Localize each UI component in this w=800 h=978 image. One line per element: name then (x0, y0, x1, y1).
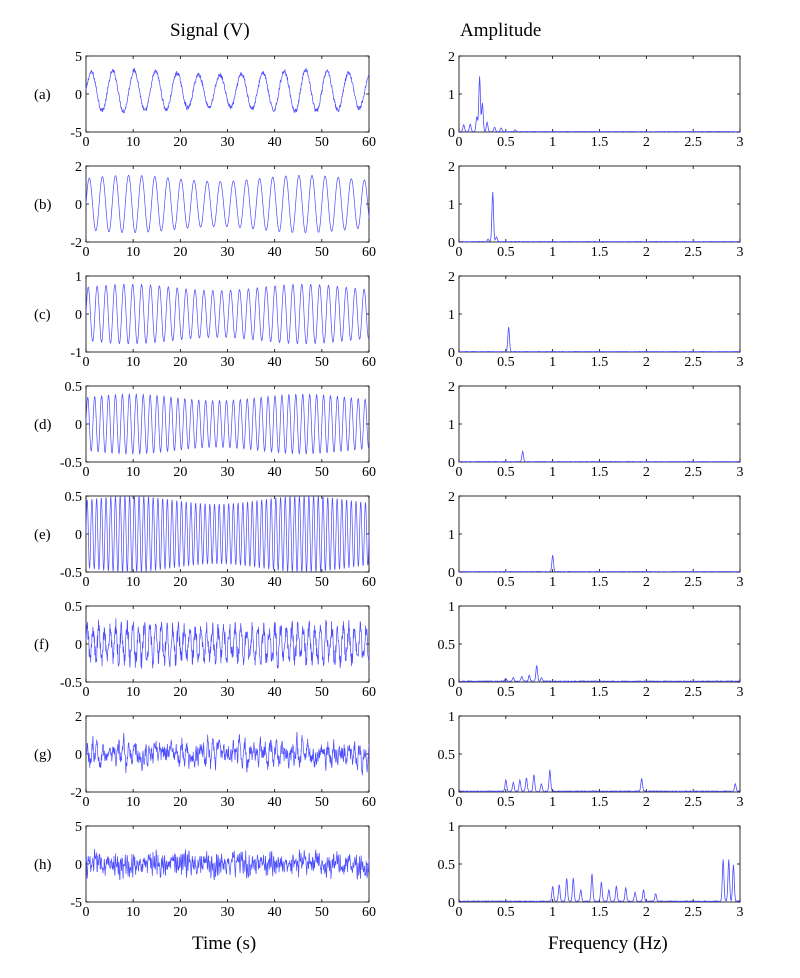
signal-panel-x-tick-label: 50 (314, 905, 329, 920)
spectrum-panel-x-tick-label: 0.5 (497, 355, 515, 370)
signal-panel-x-tick-label: 30 (220, 795, 235, 810)
signal-panel-x-tick-label: 40 (267, 245, 282, 260)
spectrum-panel-plot-frame (459, 386, 740, 462)
spectrum-panel-y-tick-label: 0 (448, 676, 455, 691)
signal-panel-x-tick-label: 0 (82, 135, 90, 150)
spectrum-panel-x-tick-label: 2 (642, 795, 650, 810)
signal-trace (86, 732, 369, 776)
spectrum-panel-x-tick-label: 0.5 (497, 465, 515, 480)
spectrum-panel-x-tick-label: 1.5 (590, 245, 609, 260)
spectrum-panel-x-tick-label: 1 (549, 245, 557, 260)
spectrum-panel-y-tick-label: 0 (448, 456, 455, 471)
signal-panel-x-tick-label: 50 (314, 795, 329, 810)
spectrum-panel-x-tick-label: 2 (642, 905, 650, 920)
spectrum-panel-x-tick-label: 2.5 (684, 135, 702, 150)
signal-panel-x-tick-label: 10 (126, 905, 141, 920)
signal-panel-x-tick-label: 60 (362, 245, 376, 260)
spectrum-panel-x-tick-label: 2 (642, 575, 650, 590)
signal-panel-x-tick-label: 20 (173, 245, 188, 260)
signal-panel-x-tick-label: 0 (82, 465, 90, 480)
spectrum-panel-x-tick-label: 1 (549, 905, 557, 920)
signal-panel-x-tick-label: 20 (173, 795, 188, 810)
signal-panel-x-tick-label: 20 (173, 135, 188, 150)
signal-panel-x-tick-label: 40 (267, 355, 282, 370)
signal-panel-x-tick-label: 30 (220, 465, 235, 480)
signal-panel-x-tick-label: 30 (220, 245, 235, 260)
spectrum-panel-x-tick-label: 0 (455, 135, 463, 150)
signal-panel-y-tick-label: 2 (75, 160, 82, 175)
spectrum-panel-x-tick-label: 2 (642, 355, 650, 370)
signal-trace (86, 284, 369, 343)
signal-panel-x-tick-label: 30 (220, 905, 235, 920)
spectrum-panel-y-tick-label: 0 (448, 346, 455, 361)
spectrum-panel-y-tick-label: 1 (448, 820, 455, 835)
spectrum-panel-x-tick-label: 0 (455, 575, 463, 590)
spectrum-panel-x-tick-label: 0 (455, 355, 463, 370)
spectrum-panel-x-tick-label: 1.5 (590, 355, 609, 370)
spectrum-panel-plot-frame (459, 496, 740, 572)
spectrum-panel-plot-frame (459, 826, 740, 902)
time-axis-title: Time (s) (192, 933, 257, 954)
row-label: (e) (34, 527, 51, 543)
spectrum-panel-x-tick-label: 0 (455, 905, 463, 920)
signal-panel-x-tick-label: 10 (126, 245, 141, 260)
amplitude-column-title: Amplitude (460, 20, 542, 41)
spectrum-panel-y-tick-label: 2 (448, 380, 455, 395)
row-label: (b) (34, 197, 52, 213)
signal-panel-y-tick-label: 2 (75, 710, 82, 725)
spectrum-panel-x-tick-label: 3 (736, 245, 744, 260)
signal-panel-x-tick-label: 50 (314, 685, 329, 700)
spectrum-panel-x-tick-label: 3 (736, 905, 744, 920)
signal-panel-x-tick-label: 30 (220, 575, 235, 590)
spectrum-panel-y-tick-label: 1 (448, 198, 455, 213)
signal-panel-x-tick-label: 60 (362, 355, 376, 370)
spectrum-panel-x-tick-label: 3 (736, 135, 744, 150)
spectrum-panel-x-tick-label: 2.5 (684, 905, 702, 920)
spectrum-panel-x-tick-label: 1 (549, 575, 557, 590)
signal-trace (86, 175, 369, 232)
signal-panel-x-tick-label: 30 (220, 135, 235, 150)
spectrum-panel-x-tick-label: 3 (736, 685, 744, 700)
spectrum-trace (459, 76, 740, 131)
signal-panel-y-tick-label: -1 (70, 346, 82, 361)
signal-panel-x-tick-label: 50 (314, 575, 329, 590)
spectrum-panel-x-tick-label: 3 (736, 465, 744, 480)
signal-panel-x-tick-label: 20 (173, 685, 188, 700)
signal-panel-y-tick-label: 0 (75, 748, 82, 763)
signal-trace (86, 618, 369, 668)
spectrum-panel-plot-frame (459, 716, 740, 792)
spectrum-panel-x-tick-label: 1.5 (590, 795, 609, 810)
signal-panel-y-tick-label: 0 (75, 308, 82, 323)
signal-panel-x-tick-label: 40 (267, 465, 282, 480)
spectrum-panel-x-tick-label: 2 (642, 245, 650, 260)
spectrum-panel-x-tick-label: 3 (736, 575, 744, 590)
signal-panel-y-tick-label: 0 (75, 638, 82, 653)
signal-panel-y-tick-label: 5 (75, 50, 82, 65)
signal-panel-y-tick-label: -2 (70, 786, 82, 801)
signal-panel-x-tick-label: 20 (173, 465, 188, 480)
spectrum-panel-plot-frame (459, 276, 740, 352)
signal-panel-x-tick-label: 40 (267, 905, 282, 920)
signal-panel-x-tick-label: 0 (82, 905, 90, 920)
signal-panel-x-tick-label: 50 (314, 465, 329, 480)
spectrum-trace (459, 770, 740, 792)
signal-panel-y-tick-label: 0.5 (64, 380, 82, 395)
signal-panel-x-tick-label: 10 (126, 465, 141, 480)
spectrum-panel-y-tick-label: 2 (448, 270, 455, 285)
row-label: (a) (34, 87, 51, 103)
signal-panel-y-tick-label: 0.5 (64, 490, 82, 505)
signal-panel-x-tick-label: 40 (267, 685, 282, 700)
signal-panel-y-tick-label: -0.5 (59, 456, 82, 471)
signal-trace (86, 849, 369, 880)
signal-panel-y-tick-label: -0.5 (59, 566, 82, 581)
signal-panel-y-tick-label: 5 (75, 820, 82, 835)
signal-panel-x-tick-label: 40 (267, 575, 282, 590)
spectrum-trace (459, 859, 740, 901)
spectrum-panel-x-tick-label: 1.5 (590, 465, 609, 480)
signal-panel-x-tick-label: 50 (314, 245, 329, 260)
row-label: (f) (34, 637, 49, 653)
spectrum-panel-x-tick-label: 0 (455, 795, 463, 810)
row-label: (d) (34, 417, 52, 433)
signal-panel-x-tick-label: 10 (126, 795, 141, 810)
signal-panel-y-tick-label: -0.5 (59, 676, 82, 691)
spectrum-panel-x-tick-label: 0.5 (497, 575, 515, 590)
spectrum-panel-y-tick-label: 2 (448, 160, 455, 175)
signal-panel-y-tick-label: 0 (75, 528, 82, 543)
spectrum-panel-x-tick-label: 1 (549, 465, 557, 480)
signal-panel-x-tick-label: 20 (173, 355, 188, 370)
spectrum-panel-x-tick-label: 0.5 (497, 795, 515, 810)
spectrum-panel-x-tick-label: 2.5 (684, 245, 702, 260)
signal-panel-x-tick-label: 10 (126, 355, 141, 370)
spectrum-panel-x-tick-label: 1 (549, 135, 557, 150)
signal-panel-x-tick-label: 10 (126, 135, 141, 150)
signal-panel-x-tick-label: 60 (362, 905, 376, 920)
spectrum-panel-x-tick-label: 0 (455, 245, 463, 260)
spectrum-panel-plot-frame (459, 56, 740, 132)
signal-panel-x-tick-label: 50 (314, 355, 329, 370)
spectrum-panel-x-tick-label: 3 (736, 795, 744, 810)
spectrum-panel-x-tick-label: 2.5 (684, 355, 702, 370)
spectrum-panel-y-tick-label: 0 (448, 896, 455, 911)
signal-panel-x-tick-label: 20 (173, 905, 188, 920)
signal-panel-x-tick-label: 0 (82, 795, 90, 810)
signal-panel-y-tick-label: 0 (75, 418, 82, 433)
signal-panel-plot-frame (86, 166, 369, 242)
spectrum-panel-x-tick-label: 2.5 (684, 575, 702, 590)
signal-panel-x-tick-label: 60 (362, 135, 376, 150)
spectrum-trace (459, 327, 740, 352)
spectrum-panel-x-tick-label: 1.5 (590, 685, 609, 700)
signal-trace (86, 68, 369, 113)
signal-panel-x-tick-label: 10 (126, 685, 141, 700)
spectrum-panel-x-tick-label: 1.5 (590, 575, 609, 590)
signal-panel-x-tick-label: 30 (220, 685, 235, 700)
signal-trace (86, 394, 369, 454)
signal-panel-y-tick-label: -2 (70, 236, 82, 251)
spectrum-panel-x-tick-label: 0 (455, 465, 463, 480)
spectrum-panel-y-tick-label: 0 (448, 126, 455, 141)
spectrum-panel-x-tick-label: 2 (642, 135, 650, 150)
signal-panel-y-tick-label: 0 (75, 88, 82, 103)
signal-panel-y-tick-label: 1 (75, 270, 82, 285)
signal-panel-x-tick-label: 60 (362, 795, 376, 810)
spectrum-panel-y-tick-label: 0 (448, 566, 455, 581)
signal-panel-y-tick-label: -5 (70, 126, 82, 141)
signal-column-title: Signal (V) (170, 20, 250, 41)
signal-panel-x-tick-label: 60 (362, 575, 376, 590)
signal-panel-x-tick-label: 20 (173, 575, 188, 590)
spectrum-panel-x-tick-label: 1 (549, 355, 557, 370)
signal-panel-x-tick-label: 40 (267, 135, 282, 150)
spectrum-panel-x-tick-label: 0.5 (497, 685, 515, 700)
spectrum-panel-y-tick-label: 0.5 (437, 638, 455, 653)
spectrum-trace (459, 192, 740, 242)
spectrum-panel-x-tick-label: 3 (736, 355, 744, 370)
spectrum-panel-y-tick-label: 1 (448, 528, 455, 543)
spectrum-panel-plot-frame (459, 606, 740, 682)
signal-panel-y-tick-label: 0 (75, 858, 82, 873)
spectrum-panel-y-tick-label: 0 (448, 236, 455, 251)
signal-panel-y-tick-label: -5 (70, 896, 82, 911)
spectrum-panel-x-tick-label: 0.5 (497, 135, 515, 150)
spectrum-panel-y-tick-label: 1 (448, 600, 455, 615)
signal-panel-y-tick-label: 0.5 (64, 600, 82, 615)
spectrum-panel-plot-frame (459, 166, 740, 242)
spectrum-panel-y-tick-label: 1 (448, 88, 455, 103)
spectrum-panel-y-tick-label: 1 (448, 308, 455, 323)
spectrum-panel-y-tick-label: 1 (448, 418, 455, 433)
spectrum-panel-x-tick-label: 1 (549, 795, 557, 810)
signal-panel-x-tick-label: 0 (82, 685, 90, 700)
spectrum-panel-y-tick-label: 2 (448, 490, 455, 505)
spectrum-panel-x-tick-label: 2 (642, 685, 650, 700)
row-label: (h) (34, 857, 52, 873)
signal-panel-x-tick-label: 0 (82, 355, 90, 370)
spectrum-panel-x-tick-label: 2.5 (684, 685, 702, 700)
signal-panel-x-tick-label: 10 (126, 575, 141, 590)
spectrum-panel-y-tick-label: 0.5 (437, 858, 455, 873)
signal-panel-x-tick-label: 40 (267, 795, 282, 810)
signal-panel-x-tick-label: 50 (314, 135, 329, 150)
signal-trace (86, 496, 369, 572)
spectrum-panel-y-tick-label: 2 (448, 50, 455, 65)
spectrum-panel-x-tick-label: 1.5 (590, 905, 609, 920)
spectrum-panel-y-tick-label: 0 (448, 786, 455, 801)
signal-panel-x-tick-label: 30 (220, 355, 235, 370)
signal-panel-x-tick-label: 0 (82, 575, 90, 590)
spectrum-panel-x-tick-label: 1 (549, 685, 557, 700)
spectrum-panel-x-tick-label: 2.5 (684, 465, 702, 480)
frequency-axis-title: Frequency (Hz) (548, 933, 668, 954)
spectrum-panel-x-tick-label: 2.5 (684, 795, 702, 810)
spectrum-panel-x-tick-label: 0 (455, 685, 463, 700)
spectrum-panel-y-tick-label: 0.5 (437, 748, 455, 763)
signal-panel-y-tick-label: 0 (75, 198, 82, 213)
spectrum-panel-y-tick-label: 1 (448, 710, 455, 725)
spectrum-panel-x-tick-label: 1.5 (590, 135, 609, 150)
signal-panel-x-tick-label: 60 (362, 685, 376, 700)
signal-panel-x-tick-label: 0 (82, 245, 90, 260)
signal-panel-x-tick-label: 60 (362, 465, 376, 480)
spectrum-panel-x-tick-label: 0.5 (497, 245, 515, 260)
spectrum-panel-x-tick-label: 0.5 (497, 905, 515, 920)
row-label: (c) (34, 307, 51, 323)
row-label: (g) (34, 747, 52, 763)
spectrum-panel-x-tick-label: 2 (642, 465, 650, 480)
